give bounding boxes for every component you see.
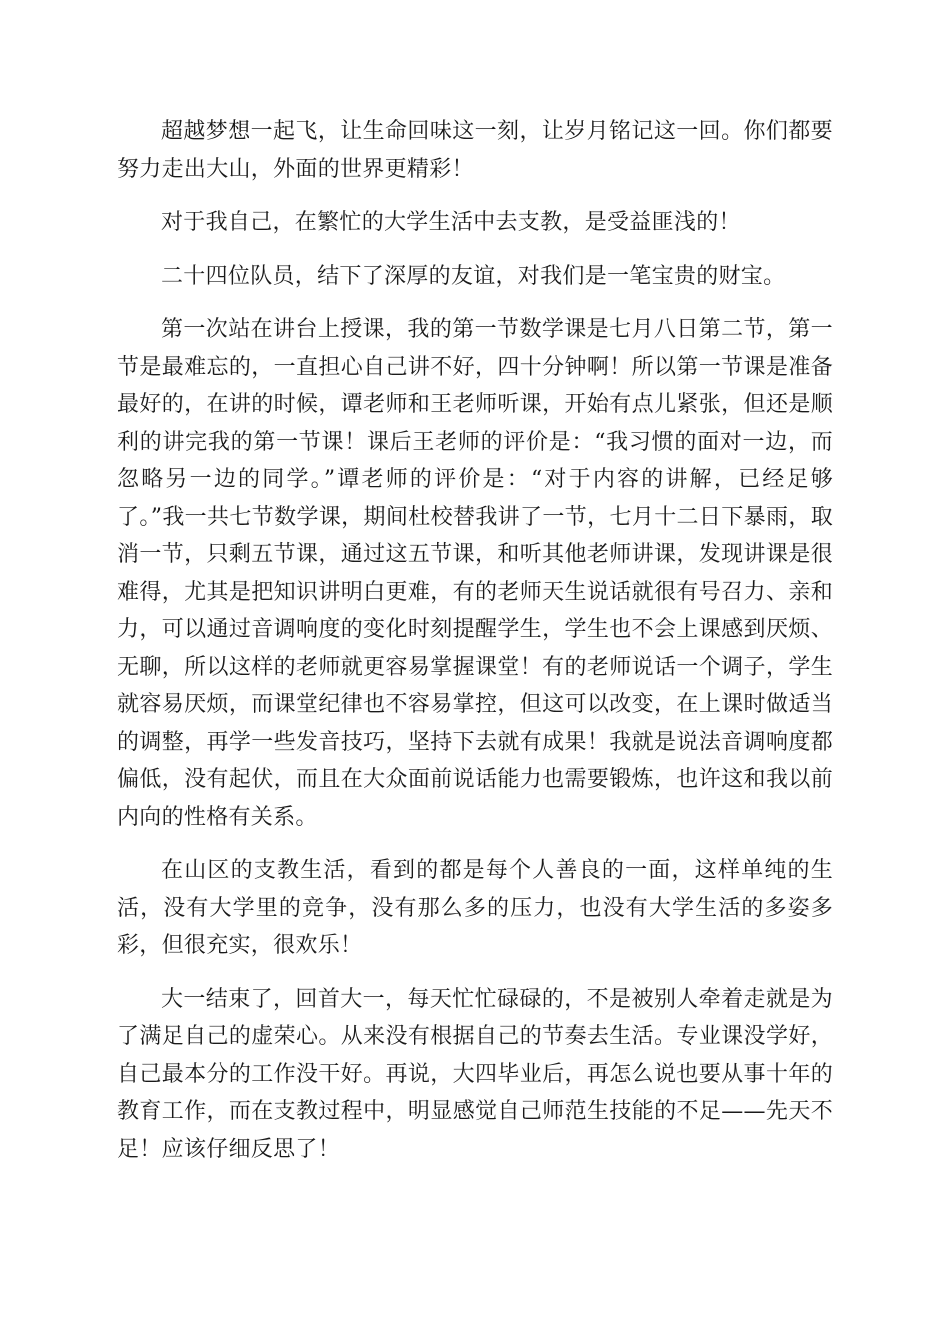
paragraph-reflection: 大一结束了，回首大一，每天忙忙碌碌的，不是被别人牵着走就是为了满足自己的虚荣心。从来没有根据自己的节奏去生活。专业课没学好，自己最本分的工作没干好。再说，大四毕业后，再怎么说也要从事十年的教育工作，而在支教过程中，明显感觉自己师范生技能的不足——先天不足！应该仔细反思了！ [117, 986, 833, 1162]
document-body [117, 113, 833, 1184]
paragraph-friendship: 二十四位队员，结下了深厚的友谊，对我们是一笔宝贵的财宝。 [161, 263, 786, 289]
paragraph-benefit: 对于我自己，在繁忙的大学生活中去支教，是受益匪浅的！ [161, 210, 741, 235]
paragraph-dream: 超越梦想一起飞，让生命回味这一刻，让岁月铭记这一回。你们都要努力走出大山，外面的世界更精彩！ [117, 119, 833, 182]
paragraph-mountain-life: 在山区的支教生活，看到的都是每个人善良的一面，这样单纯的生活，没有大学里的竞争，没有那么多的压力，也没有大学生活的多姿多彩，但很充实，很欢乐！ [117, 858, 833, 958]
paragraph-first-lesson: 第一次站在讲台上授课，我的第一节数学课是七月八日第二节，第一节是最难忘的，一直担心自己讲不好，四十分钟啊！所以第一节课是准备最好的，在讲的时候，谭老师和王老师听课，开始有点儿紧张，但还是顺利的讲完我的第一节课！课后王老师的评价是：“我习惯的面对一边，而忽略另一边的同学。”谭老师的评价是：“对于内容的讲解，已经足够了。”我一共七节数学课，期间杜校替我讲了一节，七月十二日下暴雨，取消一节，只剩五节课，通过这五节课，和听其他老师讲课，发现讲课是很难得，尤其是把知识讲明白更难，有的老师天生说话就很有号召力、亲和力，可以通过音调响度的变化时刻提醒学生，学生也不会上课感到厌烦、无聊，所以这样的老师就更容易掌握课堂！有的老师说话一个调子，学生就容易厌烦，而课堂纪律也不容易掌控，但这可以改变，在上课时做适当的调整，再学一些发音技巧，坚持下去就有成果！我就是说法音调响度都偏低，没有起伏，而且在大众面前说话能力也需要锻炼，也许这和我以前内向的性格有关系。 [117, 317, 833, 830]
